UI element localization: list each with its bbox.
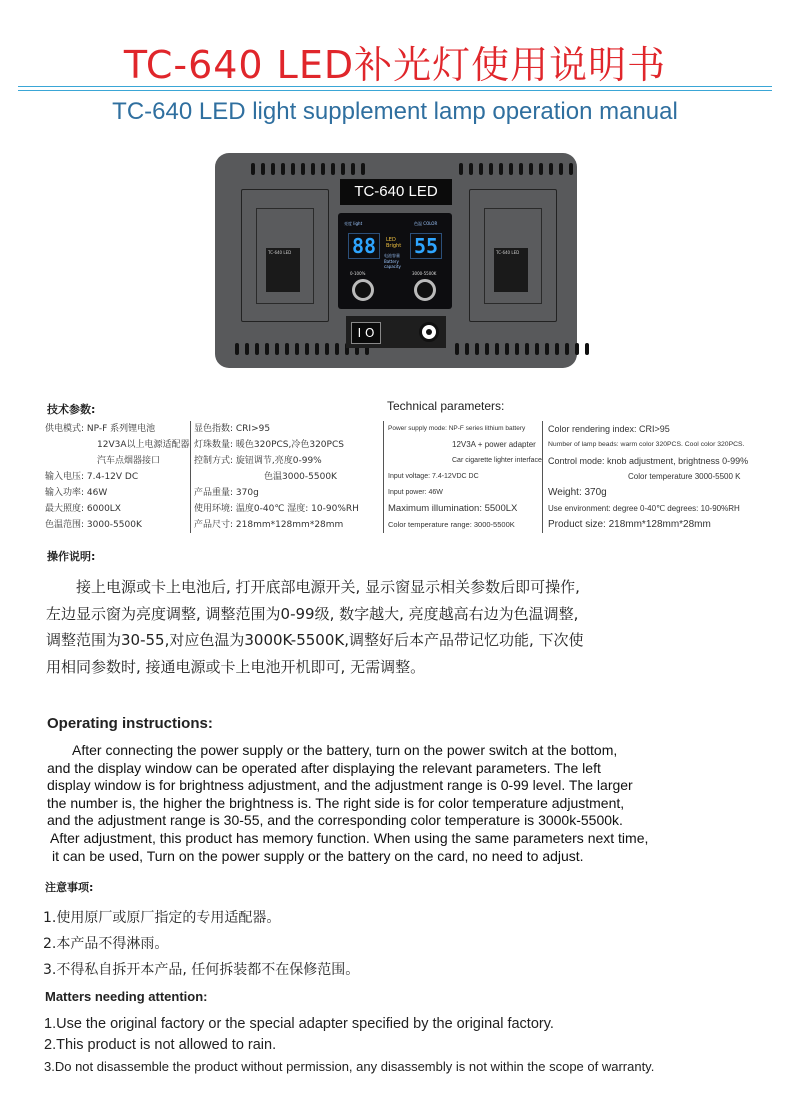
battery-capacity-label: 电池容量 Battery capacity — [384, 253, 401, 269]
spec-row: Color temperature 3000-5500 K — [628, 472, 741, 481]
power-switch[interactable]: I O — [351, 322, 381, 344]
tech-heading-cn: 技术参数: — [47, 403, 96, 416]
notes-heading-cn: 注意事项: — [45, 881, 94, 894]
divider-line — [383, 421, 384, 533]
spec-row: 产品重量: 370g — [194, 488, 259, 498]
spec-row: 供电模式: NP-F 系列锂电池 — [45, 424, 156, 434]
battery-sticker-left: TC-640 LED — [266, 248, 300, 292]
list-item: 3.不得私自拆开本产品, 任何拆装都不在保修范围。 — [43, 962, 360, 978]
top-vents-right — [459, 163, 573, 175]
spec-row: Power supply mode: NP-F series lithium battery — [388, 425, 526, 432]
text-line: and the adjustment range is 30-55, and the corresponding color temperature is 3000k-5500k. — [47, 812, 623, 829]
brightness-label: 亮度 light — [344, 221, 363, 226]
spec-row: 控制方式: 旋钮调节,亮度0-99% — [194, 456, 322, 466]
led-bright-label: LED Bright — [386, 237, 402, 249]
spec-row: Weight: 370g — [548, 487, 607, 498]
battery-sticker-right: TC-640 LED — [494, 248, 528, 292]
notes-heading-en: Matters needing attention: — [45, 989, 208, 1004]
color-temp-readout: 55 — [410, 233, 442, 259]
notes-list-en — [44, 1014, 654, 1077]
list-item: 2.This product is not allowed to rain. — [44, 1037, 277, 1053]
spec-row: 12V3A以上电源适配器 — [97, 440, 190, 450]
brightness-knob[interactable] — [352, 279, 374, 301]
operation-text-en — [47, 742, 777, 865]
list-item: 2.本产品不得淋雨。 — [43, 936, 169, 952]
tech-cn-col1 — [45, 421, 195, 533]
spec-row: Use environment: degree 0-40℃ degrees: 10-90%RH — [548, 504, 740, 513]
operation-text-cn: 接上电源或卡上电池后, 打开底部电源开关, 显示窗显示相关参数后即可操作, 左边显示窗为亮度调整, 调整范围为0-99级, 数字越大, 亮度越高右边为色温调整, 调整范围为30-55,对应色温为3000K-5500K,调整好后本产品带记忆功能, 下次使用相同参数时, 接通电源或卡上电池开机即可, 无需调整。 — [46, 578, 584, 676]
brand-label: TC-640 LED — [340, 179, 452, 205]
spec-row: 输入电压: 7.4-12V DC — [45, 472, 139, 482]
divider-line — [542, 421, 543, 533]
spec-row: 色温范围: 3000-5500K — [45, 520, 142, 530]
color-temp-knob[interactable] — [414, 279, 436, 301]
spec-row: 最大照度: 6000LX — [45, 504, 121, 514]
operation-heading-cn: 操作说明: — [47, 550, 96, 563]
range-right-label: 3000-5500K — [412, 271, 437, 276]
device-illustration — [215, 153, 577, 368]
spec-row: Control mode: knob adjustment, brightness 0-99% — [548, 456, 749, 466]
color-label: 色温 COLOR — [414, 221, 438, 226]
list-item: 1.使用原厂或原厂指定的专用适配器。 — [43, 910, 281, 926]
dc-input-jack — [419, 322, 439, 342]
spec-row: 输入功率: 46W — [45, 488, 108, 498]
tech-heading-en: Technical parameters: — [387, 399, 505, 413]
operation-heading-en: Operating instructions: — [47, 715, 213, 732]
spec-row: 灯珠数量: 暖色320PCS,冷色320PCS — [194, 440, 344, 450]
text-line: display window is for brightness adjustment, and the adjustment range is 0-99 level. The larger — [47, 777, 633, 794]
spec-row: Color rendering index: CRI>95 — [548, 424, 670, 434]
tech-cn-col2 — [194, 421, 379, 533]
spec-row: 使用环境: 温度0-40℃ 湿度: 10-90%RH — [194, 504, 359, 514]
range-left-label: 0-100% — [350, 271, 366, 276]
switch-bar — [346, 316, 446, 348]
spec-row: 产品尺寸: 218mm*128mm*28mm — [194, 520, 344, 530]
top-vents — [251, 163, 365, 175]
spec-row: Input voltage: 7.4-12VDC DC — [388, 473, 479, 480]
notes-list-cn — [43, 905, 359, 983]
control-display — [338, 213, 452, 309]
list-item: 1.Use the original factory or the special adapter specified by the original factory. — [44, 1016, 554, 1032]
battery-plate-right — [469, 189, 557, 322]
battery-plate-left — [241, 189, 329, 322]
text-line: the number is, the higher the brightness is. The right side is for color temperature adjustment, — [47, 794, 625, 811]
spec-row: 汽车点烟器接口 — [97, 456, 161, 466]
spec-row: 色温3000-5500K — [264, 472, 337, 482]
spec-row: 12V3A + power adapter — [452, 440, 536, 449]
title-english: TC-640 LED light supplement lamp operation manual — [112, 98, 678, 125]
spec-row: Input power: 46W — [388, 489, 443, 496]
title-chinese: TC-640 LED补光灯使用说明书 — [123, 43, 667, 87]
bottom-vents-right — [455, 343, 589, 355]
text-line: it can be used, Turn on the power supply or the battery on the card, no need to adjust. — [52, 847, 584, 864]
spec-row: Number of lamp beads: warm color 320PCS. Cool color 320PCS. — [548, 441, 745, 448]
tech-en-col2 — [548, 421, 768, 533]
list-item: 3.Do not disassemble the product without permission, any disassembly is not within the scope of warranty. — [44, 1059, 655, 1074]
divider — [18, 86, 772, 91]
brightness-readout: 88 — [348, 233, 380, 259]
spec-row: Car cigarette lighter interface — [452, 457, 542, 464]
spec-row: Maximum illumination: 5500LX — [388, 503, 518, 514]
tech-en-col1 — [388, 421, 540, 533]
text-line: After adjustment, this product has memory function. When using the same parameters next time, — [50, 829, 649, 846]
spec-row: Color temperature range: 3000-5500K — [388, 520, 515, 529]
spec-row: 显色指数: CRI>95 — [194, 424, 271, 434]
spec-row: Product size: 218mm*128mm*28mm — [548, 519, 711, 530]
text-line: After connecting the power supply or the battery, turn on the power switch at the bottom, — [72, 742, 618, 758]
divider-line — [190, 421, 191, 533]
text-line: and the display window can be operated after displaying the relevant parameters. The left — [47, 759, 601, 776]
